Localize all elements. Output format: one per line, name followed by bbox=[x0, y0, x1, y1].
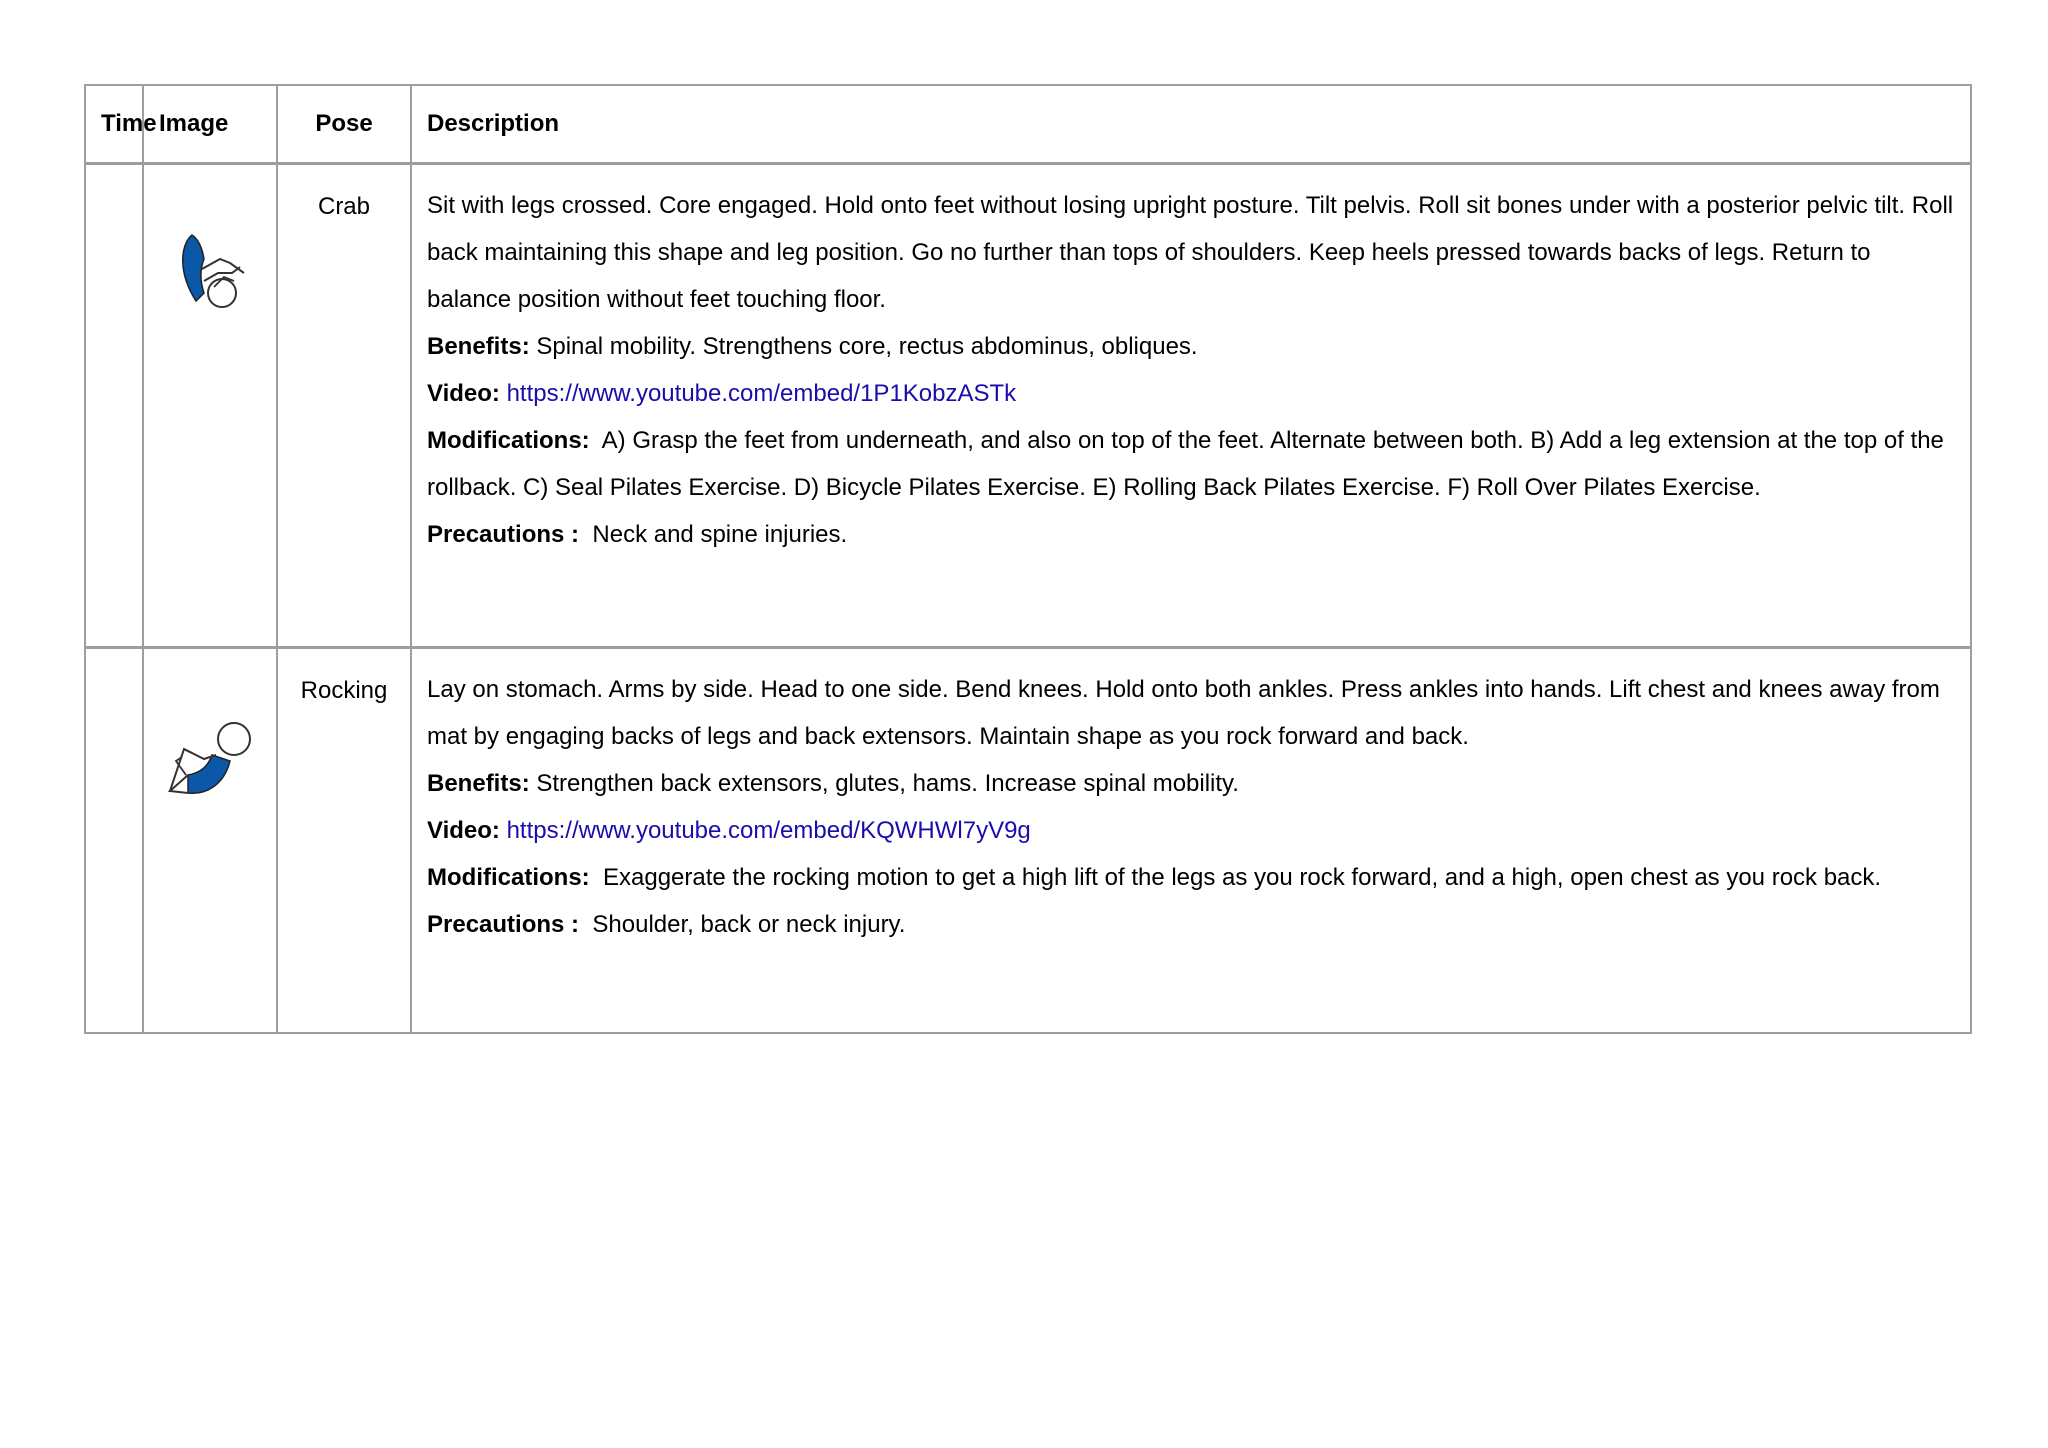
benefits-text: Spinal mobility. Strengthens core, rectus abdominus, obliques. bbox=[536, 333, 1198, 360]
time-cell bbox=[85, 648, 143, 1034]
video-link[interactable]: https://www.youtube.com/embed/1P1KobzASTk bbox=[506, 380, 1017, 407]
precautions-text: Shoulder, back or neck injury. bbox=[592, 911, 906, 938]
precautions-line bbox=[427, 511, 1955, 558]
modifications-label: Modifications: bbox=[427, 864, 590, 891]
table-row bbox=[85, 648, 1971, 1034]
benefits-label: Benefits: bbox=[427, 333, 530, 360]
precautions-label: Precautions : bbox=[427, 911, 580, 938]
image-cell bbox=[143, 648, 277, 1034]
header-time: Time bbox=[85, 85, 143, 164]
header-image: Image bbox=[143, 85, 277, 164]
pose-description: Lay on stomach. Arms by side. Head to one side. Bend knees. Hold onto both ankles. Press ankles into hands. Lift chest and knees away from mat by engaging backs of legs and back extensors. Maintain shape as you rock forward and back. bbox=[427, 676, 1940, 750]
video-label: Video: bbox=[427, 817, 500, 844]
table-header-row bbox=[85, 85, 1971, 164]
pose-name-cell: Rocking bbox=[277, 648, 411, 1034]
description-cell bbox=[411, 648, 1971, 1034]
precautions-label: Precautions : bbox=[427, 521, 580, 548]
pose-name-cell: Crab bbox=[277, 164, 411, 648]
modifications-text: Exaggerate the rocking motion to get a high lift of the legs as you rock forward, and a high, open chest as you rock back. bbox=[603, 864, 1882, 891]
benefits-line bbox=[427, 323, 1955, 370]
benefits-text: Strengthen back extensors, glutes, hams. Increase spinal mobility. bbox=[536, 770, 1239, 797]
video-line bbox=[427, 807, 1955, 854]
crab-pose-icon bbox=[170, 229, 250, 319]
video-line bbox=[427, 370, 1955, 417]
benefits-line bbox=[427, 760, 1955, 807]
pose-description: Sit with legs crossed. Core engaged. Hold onto feet without losing upright posture. Tilt pelvis. Roll sit bones under with a posterior pelvic tilt. Roll back maintaining this shape and leg position. Go no further than tops of shoulders. Keep heels pressed towards backs of legs. Return to balance position without feet touching floor. bbox=[427, 192, 1954, 313]
modifications-line bbox=[427, 854, 1955, 901]
description-cell bbox=[411, 164, 1971, 648]
header-pose: Pose bbox=[277, 85, 411, 164]
modifications-label: Modifications: bbox=[427, 427, 590, 454]
video-link[interactable]: https://www.youtube.com/embed/KQWHWl7yV9g bbox=[506, 817, 1031, 844]
rocking-pose-icon bbox=[160, 715, 260, 805]
table-row bbox=[85, 164, 1971, 648]
precautions-line bbox=[427, 901, 1955, 948]
time-cell bbox=[85, 164, 143, 648]
modifications-line bbox=[427, 417, 1955, 511]
pose-table bbox=[84, 84, 1972, 1034]
video-label: Video: bbox=[427, 380, 500, 407]
modifications-text: A) Grasp the feet from underneath, and also on top of the feet. Alternate between both. B) Add a leg extension at the top of the rollback. C) Seal Pilates Exercise. D) Bicycle Pilates Exercise. E) Rolling Back Pilates Exercise. F) Roll Over Pilates Exercise. bbox=[427, 427, 1944, 501]
header-description: Description bbox=[411, 85, 1971, 164]
benefits-label: Benefits: bbox=[427, 770, 530, 797]
image-cell bbox=[143, 164, 277, 648]
precautions-text: Neck and spine injuries. bbox=[592, 521, 848, 548]
